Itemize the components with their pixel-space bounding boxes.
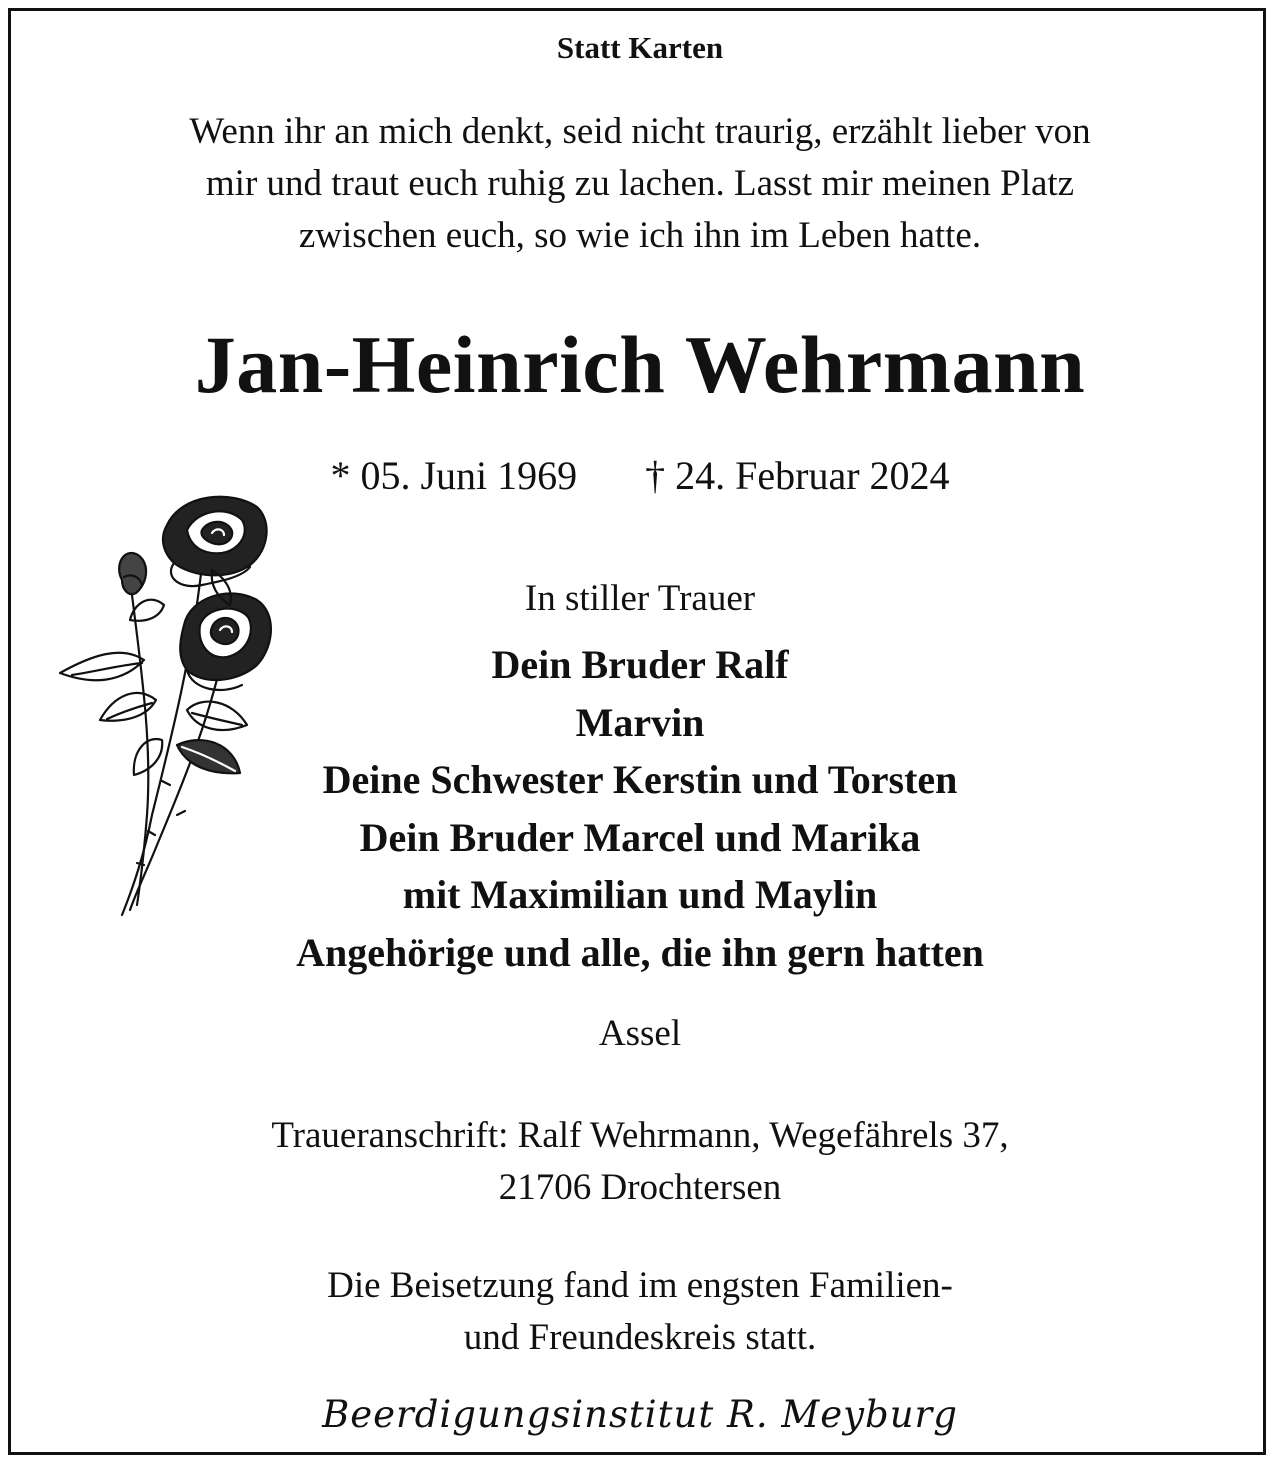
deceased-name: Jan-Heinrich Wehrmann bbox=[194, 319, 1086, 410]
mourning-intro: In stiller Trauer bbox=[524, 578, 756, 619]
birth-date: * 05. Juni 1969 bbox=[330, 453, 578, 498]
place-name: Assel bbox=[598, 1013, 682, 1054]
quote-line: mir und traut euch ruhig zu lachen. Lasst mir meinen Platz bbox=[205, 163, 1075, 204]
mourner-line: Dein Bruder Ralf bbox=[491, 642, 789, 687]
mourning-address bbox=[0, 1110, 1280, 1214]
address-line: 21706 Drochtersen bbox=[498, 1167, 782, 1208]
mourner-line: Deine Schwester Kerstin und Torsten bbox=[322, 757, 958, 802]
mourner-line: mit Maximilian und Maylin bbox=[402, 872, 878, 917]
undertaker-name: Beerdigungsinstitut R. Meyburg bbox=[322, 1393, 958, 1436]
quote-line: zwischen euch, so wie ich ihn im Leben hatte. bbox=[298, 215, 982, 256]
death-date: † 24. Februar 2024 bbox=[645, 453, 950, 498]
burial-note bbox=[0, 1260, 1280, 1364]
burial-line: und Freundeskreis statt. bbox=[463, 1317, 817, 1358]
address-line: Traueranschrift: Ralf Wehrmann, Wegefährels 37, bbox=[271, 1115, 1009, 1156]
mourner-line: Dein Bruder Marcel und Marika bbox=[359, 814, 921, 860]
quote-line: Wenn ihr an mich denkt, seid nicht traurig, erzählt lieber von bbox=[189, 111, 1091, 152]
memorial-quote bbox=[0, 106, 1280, 262]
notice-header: Statt Karten bbox=[556, 30, 724, 65]
mourner-line: Angehörige und alle, die ihn gern hatten bbox=[296, 929, 984, 975]
burial-line: Die Beisetzung fand im engsten Familien- bbox=[327, 1265, 953, 1306]
mourners-list bbox=[0, 636, 1280, 981]
mourner-line: Marvin bbox=[575, 699, 705, 745]
